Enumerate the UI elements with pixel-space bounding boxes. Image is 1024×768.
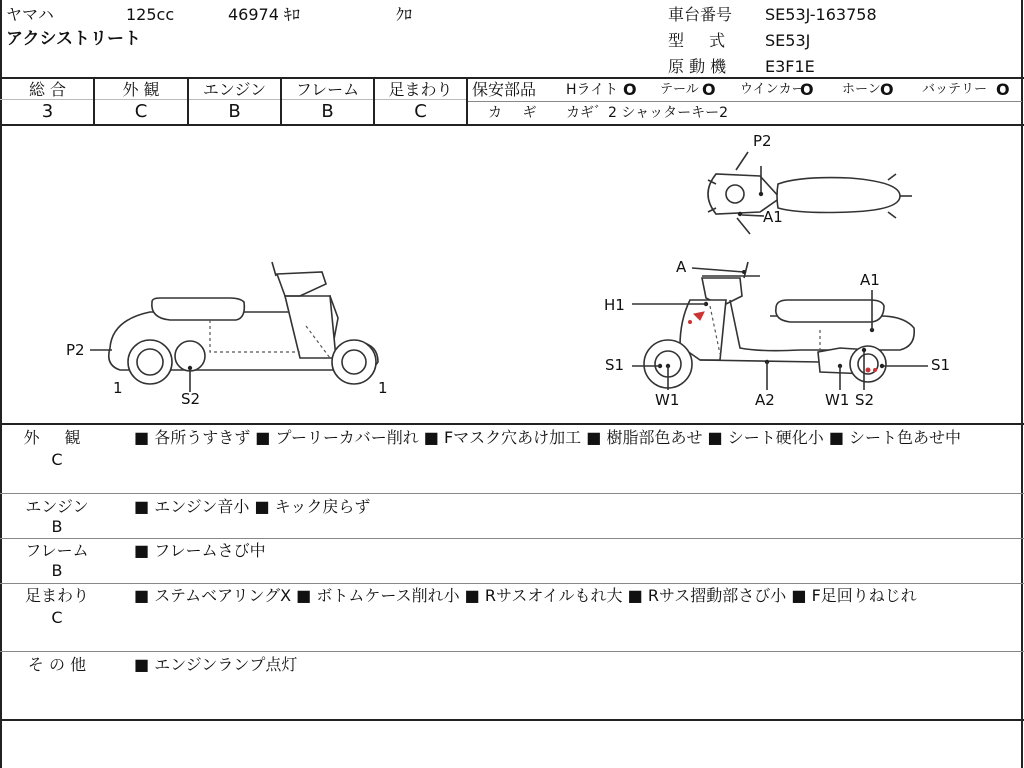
headlight-status: O — [623, 80, 637, 99]
note-engine-label: エンジン — [25, 497, 89, 516]
scooter-right-view — [632, 262, 928, 390]
headlight-label: Hライト — [566, 82, 619, 98]
note-suspension-grade: C — [51, 608, 63, 627]
tail-status: O — [702, 80, 716, 99]
label-h1-right: H1 — [604, 296, 625, 314]
model-name: アクシストリート — [6, 29, 141, 49]
note-other-text: ■ エンジンランプ点灯 — [134, 655, 298, 674]
engine-label: エンジン — [202, 80, 267, 99]
note-suspension-text: ■ ステムベアリングX ■ ボトムケース削れ小 ■ Rサスオイルもれ大 ■ Rサス摺動部さび小 ■ F足回りねじれ — [134, 586, 917, 605]
color: ｸﾛ — [396, 5, 413, 24]
note-frame-grade: B — [51, 561, 63, 580]
battery-label: バッテリー — [922, 82, 988, 97]
mileage: 46974 ｷﾛ — [228, 5, 300, 24]
engine-model-label: 原 動 機 — [668, 57, 727, 76]
label-s1-right: S1 — [931, 356, 951, 374]
note-suspension-label: 足まわり — [24, 586, 89, 605]
winker-status: O — [800, 80, 814, 99]
horn-status: O — [880, 80, 894, 99]
note-engine-grade: B — [51, 517, 63, 536]
note-engine-text: ■ エンジン音小 ■ キック戻らず — [134, 497, 371, 516]
displacement: 125cc — [126, 5, 175, 24]
label-a1-top: A1 — [763, 208, 783, 226]
label-w1-left: W1 — [655, 391, 680, 409]
note-other-label: そ の 他 — [27, 655, 87, 674]
type-label: 型 式 — [668, 31, 736, 50]
safety-parts-label: 保安部品 — [472, 80, 537, 99]
battery-status: O — [996, 80, 1010, 99]
overall-label: 総 合 — [28, 80, 67, 99]
label-a-right: A — [676, 258, 687, 276]
overall-grade: 3 — [41, 101, 54, 122]
key-label: カ ギ — [488, 105, 545, 121]
scooter-top-view — [708, 152, 912, 234]
label-s2-right: S2 — [855, 391, 875, 409]
frame-label: フレーム — [295, 80, 360, 99]
tail-label: テール — [660, 82, 699, 97]
engine-grade: B — [228, 101, 241, 122]
label-s2-left: S2 — [181, 390, 201, 408]
note-frame-text: ■ フレームさび中 — [134, 541, 266, 560]
label-s1-left: S1 — [605, 356, 625, 374]
scooter-left-view — [90, 262, 378, 392]
label-p2-left: P2 — [66, 341, 85, 359]
note-exterior-label: 外 観 — [23, 428, 91, 447]
label-1-right: 1 — [378, 379, 388, 397]
label-a1-right: A1 — [860, 271, 880, 289]
engine-model: E3F1E — [765, 57, 815, 76]
maker: ヤマハ — [6, 5, 54, 24]
suspension-grade: C — [414, 101, 427, 122]
winker-label: ウインカー — [740, 82, 805, 97]
note-frame-label: フレーム — [25, 541, 89, 560]
frame-grade: B — [321, 101, 334, 122]
label-a2: A2 — [755, 391, 775, 409]
horn-label: ホーン — [842, 82, 881, 97]
label-1-left: 1 — [113, 379, 123, 397]
label-w1-right: W1 — [825, 391, 850, 409]
key-value: カギ゛2 シャッターキー2 — [566, 105, 728, 121]
frame-number-label: 車台番号 — [668, 5, 733, 24]
frame-number: SE53J-163758 — [765, 5, 877, 24]
suspension-label: 足まわり — [388, 80, 453, 99]
label-p2-top: P2 — [753, 132, 772, 150]
exterior-label: 外 観 — [122, 80, 160, 99]
type-value: SE53J — [765, 31, 811, 50]
note-exterior-grade: C — [51, 450, 63, 469]
note-exterior-text: ■ 各所うすきず ■ プーリーカバー削れ ■ Fマスク穴あけ加工 ■ 樹脂部色あせ ■ シート硬化小 ■ シート色あせ中 — [134, 428, 962, 447]
exterior-grade: C — [134, 101, 148, 122]
